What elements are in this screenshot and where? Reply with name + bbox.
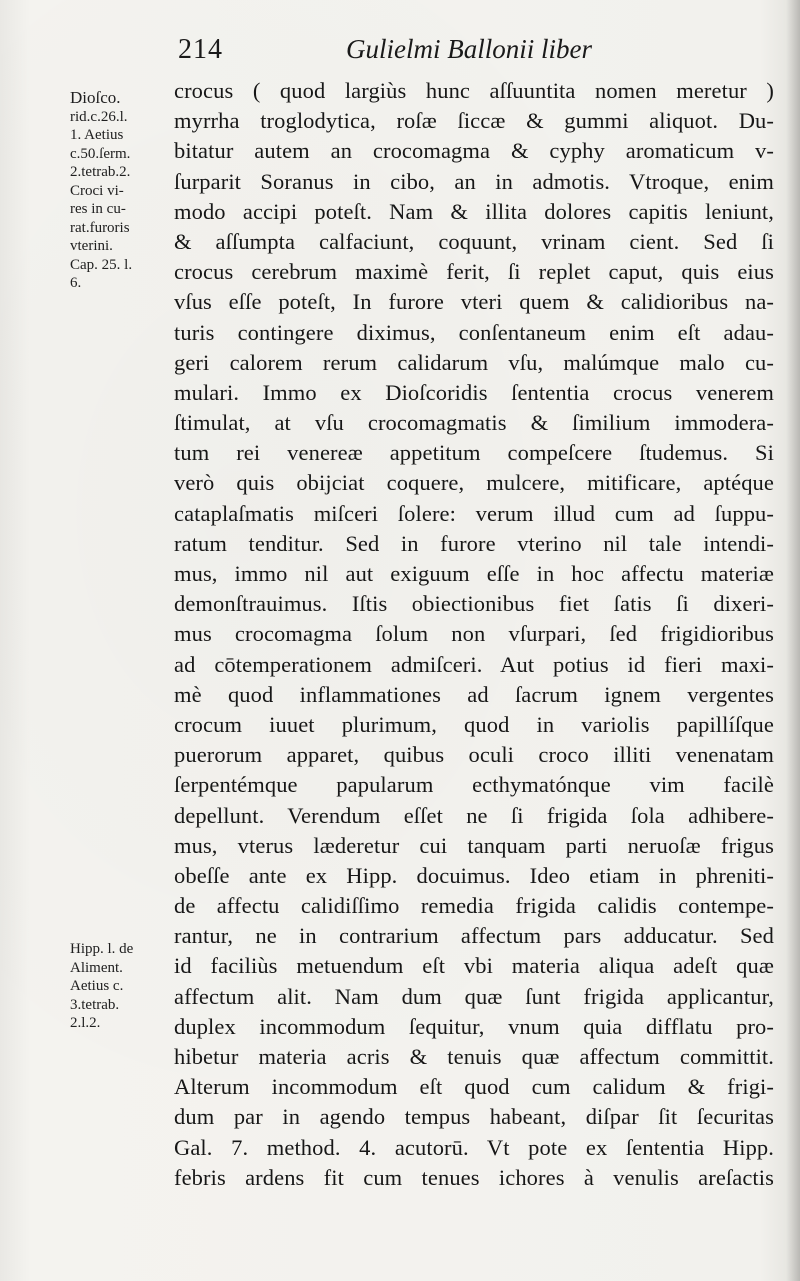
- margin-note-line: res in cu-: [70, 201, 126, 217]
- text-line: febris ardens fit cum tenues ichores à venulis areſactis: [174, 1164, 774, 1190]
- text-line: demonſtrauimus. Iſtis obiectionibus fiet ſatis ſi dixeri-: [174, 591, 774, 617]
- text-line: verò quis obijciat coquere, mulcere, mitificare, aptéque: [174, 470, 774, 496]
- margin-note-line: Aliment.: [70, 959, 123, 976]
- text-line: myrrha troglodytica, roſæ ſiccæ & gummi aliquot. Du-: [174, 108, 774, 134]
- text-line: ſurparit Soranus in cibo, an in admotis. Vtroque, enim: [174, 168, 774, 194]
- margin-note-line: 3.tetrab.: [70, 996, 120, 1013]
- text-line: mus crocomagma ſolum non vſurpari, ſed frigidioribus: [174, 621, 774, 647]
- margin-note-line: 2.l.2.: [70, 1015, 101, 1031]
- text-line: crocus cerebrum maximè ferit, ſi replet caput, quis eius: [174, 259, 774, 285]
- text-line: ratum tenditur. Sed in furore vterino nil tale intendi-: [174, 530, 774, 556]
- running-title: Gulielmi Ballonii liber: [346, 34, 592, 64]
- margin-note-line: Cap. 25. l.: [70, 256, 133, 273]
- margin-note-references-2: [70, 940, 174, 1033]
- text-line: hibetur materia acris & tenuis quæ affectum committit.: [174, 1044, 774, 1069]
- text-line: modo accipi poteſt. Nam & illita dolores capitis leniunt,: [174, 198, 774, 224]
- margin-note-line: 6.: [70, 275, 82, 291]
- text-line: bitatur autem an crocomagma & cyphy aromaticum v-: [174, 138, 774, 164]
- text-line: obeſſe ante ex Hipp. docuimus. Ideo etiam in phreniti-: [174, 862, 774, 888]
- text-line: mè quod inflammationes ad ſacrum ignem vergentes: [174, 681, 774, 707]
- margin-note-line: rid.c.26.l.: [70, 108, 128, 125]
- text-line: vſus eſſe poteſt, In furore vteri quem & calidioribus na-: [174, 289, 774, 315]
- text-line: ad cōtemperationem admiſceri. Aut potius id fieri maxi-: [174, 651, 774, 677]
- text-line: mus, immo nil aut exiguum eſſe in hoc affectu materiæ: [174, 561, 774, 586]
- margin-note-line: Dioſco.: [70, 88, 121, 107]
- text-line: id faciliùs metuendum eſt vbi materia aliqua adeſt quæ: [174, 953, 774, 979]
- text-line: mulari. Immo ex Dioſcoridis ſententia crocus venerem: [174, 379, 774, 405]
- text-line: rantur, ne in contrarium affectum pars adducatur. Sed: [174, 923, 774, 949]
- text-line: duplex incommodum ſequitur, vnum quia difflatu pro-: [174, 1013, 774, 1039]
- text-line: depellunt. Verendum eſſet ne ſi frigida ſola adhibere-: [174, 802, 774, 828]
- margin-note-line: 1. Aetius: [70, 127, 124, 143]
- text-line: cataplaſmatis miſceri ſolere: verum illud cum ad ſuppu-: [174, 500, 774, 526]
- text-line: de affectu calidiſſimo remedia frigida calidis contempe-: [174, 893, 774, 919]
- text-line: affectum alit. Nam dum quæ ſunt frigida applicantur,: [174, 983, 774, 1009]
- text-line: & aſſumpta calfaciunt, coquunt, vrinam cient. Sed ſi: [174, 228, 774, 254]
- margin-note-line: 2.tetrab.2.: [70, 164, 131, 180]
- text-line: dum par in agendo tempus habeant, diſpar ſit ſecuritas: [174, 1104, 774, 1130]
- margin-note-line: vterini.: [70, 238, 113, 254]
- text-line: Alterum incommodum eſt quod cum calidum & frigi-: [174, 1074, 774, 1100]
- text-line: tum rei venereæ appetitum compeſcere ſtudemus. Si: [174, 440, 774, 466]
- margin-note-line: Aetius c.: [70, 978, 124, 994]
- text-line: crocus ( quod largiùs hunc aſſuuntita nomen meretur ): [174, 78, 774, 103]
- page-number: 214: [178, 34, 223, 65]
- page-edge-shadow: [786, 0, 800, 1281]
- text-line: geri calorem rerum calidarum vſu, malúmque malo cu-: [174, 349, 774, 375]
- text-line: ſerpentémque papularum ecthymatónque vim facilè: [174, 772, 774, 798]
- margin-note-line: rat.furoris: [70, 219, 130, 236]
- text-line: puerorum apparet, quibus oculi croco illiti venenatam: [174, 742, 774, 768]
- text-line: mus, vterus læderetur cui tanquam parti neruoſæ frigus: [174, 832, 774, 858]
- text-line: Gal. 7. method. 4. acutorū. Vt pote ex ſententia Hipp.: [174, 1134, 774, 1160]
- margin-note-line: Croci vi-: [70, 182, 124, 199]
- main-text-block: [174, 76, 774, 1193]
- margin-note-line: c.50.ſerm.: [70, 145, 131, 162]
- running-head: [178, 34, 778, 74]
- margin-note-references-1: [70, 89, 174, 293]
- text-line: ſtimulat, at vſu crocomagmatis & ſimilium immodera-: [174, 410, 774, 436]
- text-line: crocum iuuet plurimum, quod in variolis papillíſque: [174, 711, 774, 737]
- margin-note-line: Hipp. l. de: [70, 941, 134, 957]
- text-line: turis contingere diximus, conſentaneum enim eſt adau-: [174, 319, 774, 345]
